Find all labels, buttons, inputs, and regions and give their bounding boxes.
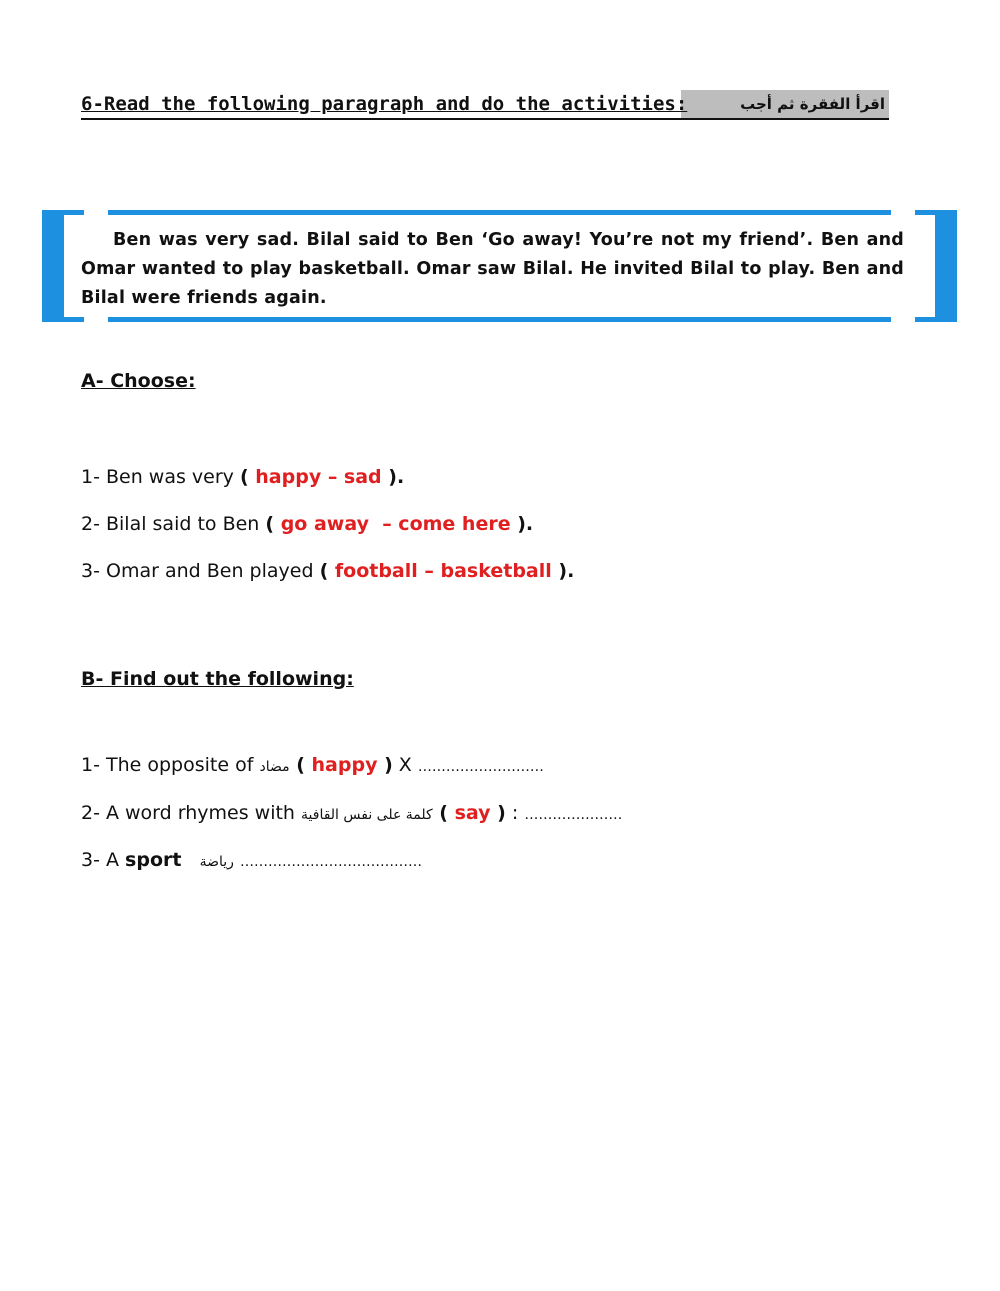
- close-paren: ).: [551, 560, 575, 582]
- find-item-prefix: 3- A: [81, 849, 126, 871]
- find-item-3: [81, 849, 422, 871]
- heading-english: 6-Read the following paragraph and do the activities:: [81, 93, 688, 115]
- right-bracket-bar: [935, 210, 957, 322]
- reading-passage: Ben was very sad. Bilal said to Ben ‘Go away! You’re not my friend’. Ben and Omar wanted to play basketball. Omar saw Bilal. He invited Bilal to play. Ben and Bilal were friends again.: [81, 230, 904, 308]
- answer-blank[interactable]: ………………………: [417, 759, 544, 775]
- find-item-arabic: رياضة: [199, 854, 234, 870]
- section-b-title: B- Find out the following:: [81, 668, 354, 690]
- open-paren: (: [239, 466, 256, 488]
- left-bracket-bar: [42, 210, 64, 322]
- choose-item-prefix: 2- Bilal said to Ben: [81, 513, 266, 535]
- choose-item-3: [81, 560, 574, 582]
- choose-options[interactable]: go away – come here: [280, 513, 511, 535]
- right-bracket-top: [915, 210, 957, 215]
- choose-options[interactable]: football – basketball: [334, 560, 552, 582]
- open-paren: (: [319, 560, 335, 582]
- choose-item-2: [81, 513, 533, 535]
- find-item-prefix: 2- A word rhymes with: [81, 802, 302, 824]
- find-item-arabic: مضاد: [259, 759, 290, 775]
- heading-arabic: اقرأ الفقرة ثم أجب: [740, 95, 885, 113]
- frame-top-line: [108, 210, 891, 215]
- choose-options[interactable]: happy – sad: [255, 466, 382, 488]
- close-paren: ).: [510, 513, 534, 535]
- open-paren: (: [265, 513, 281, 535]
- find-item-arabic: كلمة على نفس القافية: [301, 807, 433, 823]
- find-item-tail: :: [505, 802, 525, 824]
- close-paren: ): [377, 754, 393, 776]
- close-paren: ).: [381, 466, 405, 488]
- left-bracket-bottom: [42, 317, 84, 322]
- choose-item-prefix: 1- Ben was very: [81, 466, 240, 488]
- find-item-1: [81, 754, 544, 776]
- find-item-tail: X: [392, 754, 418, 776]
- answer-blank[interactable]: …………………: [524, 807, 623, 823]
- find-item-word: say: [454, 802, 491, 824]
- frame-bottom-line: [108, 317, 891, 322]
- open-paren: (: [289, 754, 312, 776]
- activity-heading: [81, 90, 889, 120]
- find-item-prefix: 1- The opposite of: [81, 754, 260, 776]
- find-item-word: happy: [311, 754, 378, 776]
- choose-item-1: [81, 466, 404, 488]
- find-item-2: [81, 802, 622, 824]
- answer-blank[interactable]: …………………………………: [239, 854, 422, 870]
- choose-item-prefix: 3- Omar and Ben played: [81, 560, 320, 582]
- open-paren: (: [432, 802, 455, 824]
- close-paren: ): [490, 802, 506, 824]
- find-item-bold-word: sport: [125, 849, 182, 871]
- section-a-title: A- Choose:: [81, 370, 196, 392]
- left-bracket-top: [42, 210, 84, 215]
- right-bracket-bottom: [915, 317, 957, 322]
